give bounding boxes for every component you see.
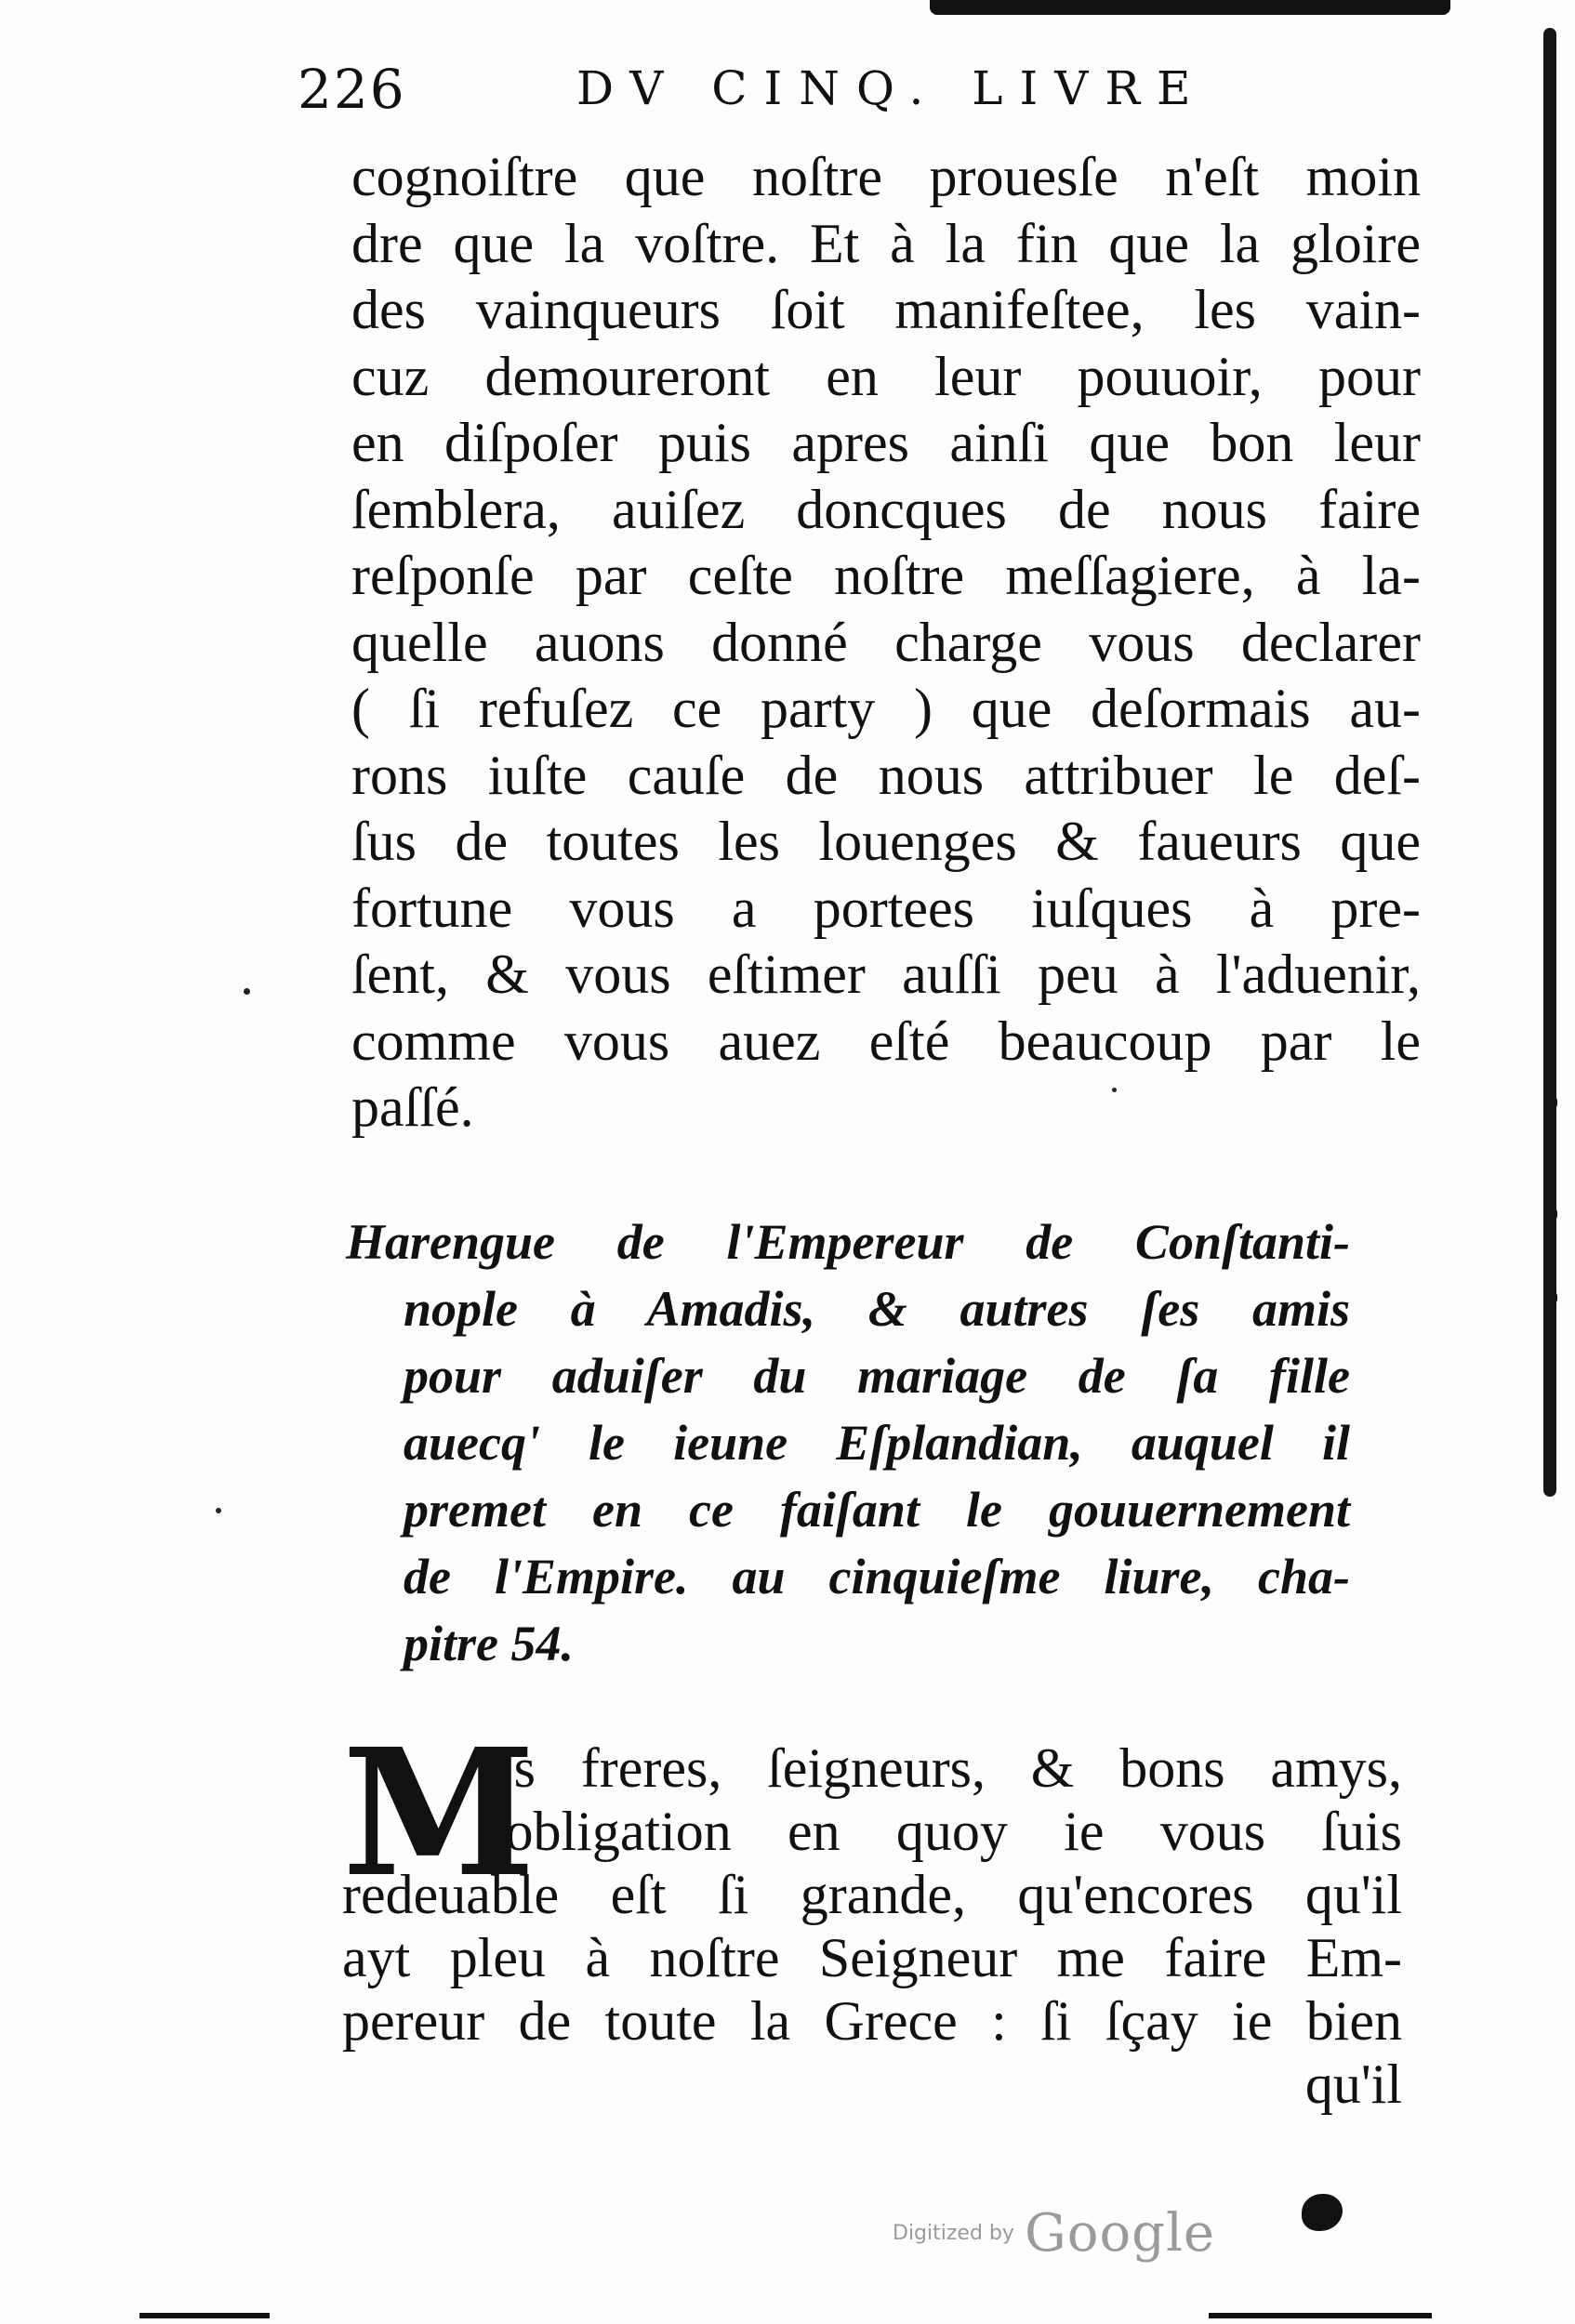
heading-line: de l'Empire. au cinquieſme liure, cha- (404, 1549, 1350, 1604)
ink-speck (244, 988, 250, 995)
text-line: l'obligation en quoy ie vous ſuis (480, 1801, 1402, 1862)
text-line: des vainqueurs ſoit manifeſtee, les vain- (351, 279, 1421, 340)
text-line: dre que la voſtre. Et à la fin que la gloire (351, 212, 1421, 274)
section-heading (346, 1208, 1350, 1677)
text-line: pereur de toute la Grece : ſi ſçay ie bien (342, 1990, 1402, 2052)
text-line: ayt pleu à noſtre Seigneur me faire Em- (342, 1927, 1402, 1988)
text-line: ſemblera, auiſez doncques de nous faire (351, 478, 1421, 540)
spine-tick (1549, 1097, 1557, 1108)
spine-tick (1549, 1292, 1557, 1303)
scan-edge-top (930, 0, 1450, 15)
text-line: paſſé. (351, 1076, 474, 1138)
text-line: rons iuſte cauſe de nous attribuer le deſ- (351, 744, 1421, 806)
watermark-brand: Google (1025, 2203, 1216, 2264)
page-number: 226 (298, 58, 406, 121)
body-paragraph (351, 144, 1421, 1142)
text-line: reſponſe par ceſte noſtre meſſagiere, à la- (351, 545, 1421, 606)
speech-paragraph (342, 1710, 1402, 2116)
text-line: Es freres, ſeigneurs, & bons amys, (480, 1737, 1402, 1799)
heading-line: premet en ce faiſant le gouuernement (404, 1482, 1350, 1538)
text-line: en diſpoſer puis apres ainſi que bon leur (351, 412, 1421, 473)
spine-tick (1549, 1208, 1557, 1220)
running-title: DV CINQ. LIVRE (576, 61, 1208, 115)
heading-line: pitre 54. (404, 1616, 574, 1671)
text-line: cognoiſtre que noſtre prouesſe n'eſt moin (351, 146, 1421, 207)
text-line: ( ſi refuſez ce party ) que deſormais au- (351, 678, 1421, 739)
text-line: ſus de toutes les louenges & faueurs que (351, 811, 1421, 872)
heading-line: pour aduiſer du mariage de ſa fille (404, 1348, 1350, 1404)
scan-spine-edge (1543, 28, 1556, 1497)
watermark-prefix: Digitized by (893, 2222, 1014, 2245)
text-line: ſent, & vous eſtimer auſſi peu à l'aduenir, (351, 944, 1421, 1005)
heading-line: nople à Amadis, & autres ſes amis (404, 1281, 1350, 1337)
running-head (298, 58, 1227, 123)
text-line: cuz demoureront en leur pouuoir, pour (351, 345, 1421, 407)
text-line: comme vous auez eſté beaucoup par le (351, 1010, 1421, 1072)
ink-speck (216, 1508, 221, 1513)
scan-edge-bottom (1209, 2313, 1432, 2318)
drop-cap: M (342, 1710, 536, 1916)
heading-line: Harengue de l'Empereur de Conſtanti- (346, 1214, 1350, 1270)
digitized-watermark (893, 2203, 1216, 2264)
ink-blot (1302, 2194, 1343, 2231)
text-line: redeuable eſt ſi grande, qu'encores qu'il (342, 1864, 1402, 1925)
heading-line: auecq' le ieune Eſplandian, auquel il (404, 1415, 1350, 1471)
catchword: qu'il (1304, 2053, 1402, 2115)
scan-edge-bottom (139, 2313, 270, 2318)
text-line: fortune vous a portees iuſques à pre- (351, 877, 1421, 939)
text-line: quelle auons donné charge vous declarer (351, 611, 1421, 673)
